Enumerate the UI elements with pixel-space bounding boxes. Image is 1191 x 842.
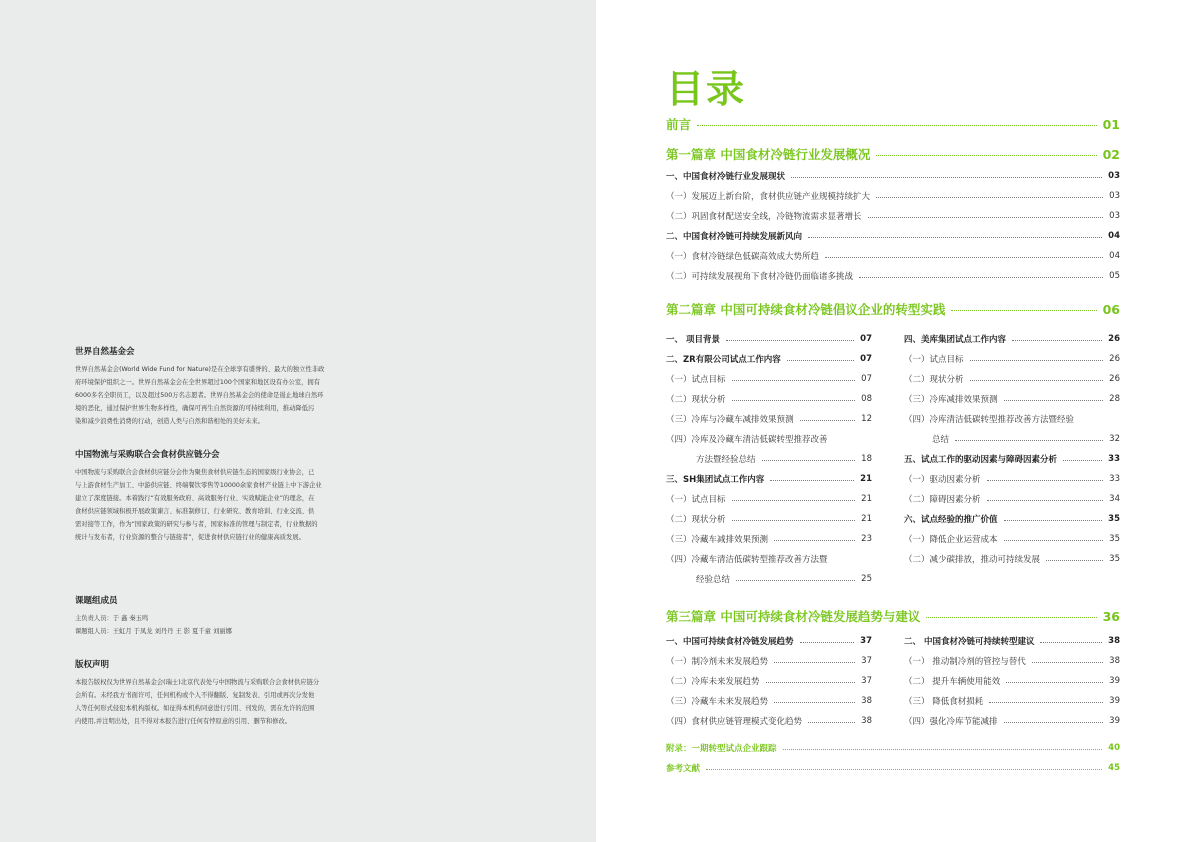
toc-label: （二）障碍因素分析	[904, 495, 981, 505]
toc-label: 一、 项目背景	[666, 335, 720, 345]
leader-dots	[926, 617, 1096, 618]
toc-entry[interactable]	[904, 473, 1120, 485]
toc-entry[interactable]	[904, 553, 1120, 565]
toc-page: 40	[1108, 743, 1120, 753]
toc-page: 01	[1102, 116, 1120, 132]
wwf-line: 世界自然基金会(World Wide Fund for Nature)是在全球享有盛誉的、最大的独立性非政	[75, 366, 325, 373]
wwf-line: 6000多名全职员工，以及超过500万名志愿者。世界自然基金会的使命是遏止地球自然环	[75, 392, 324, 399]
toc-entry[interactable]	[666, 393, 872, 405]
toc-appendix[interactable]	[666, 742, 1120, 754]
toc-label: （二）可持续发展视角下食材冷链仍面临诸多挑战	[666, 272, 854, 282]
toc-label: （一）驱动因素分析	[904, 475, 981, 485]
wwf-line: 府环境保护组织之一。世界自然基金会在全世界超过100个国家和地区设有办公室，拥有	[75, 379, 321, 386]
toc-entry[interactable]	[666, 513, 872, 525]
toc-label: 第三篇章 中国可持续食材冷链发展趋势与建议	[666, 609, 921, 624]
copyright-line: 人等任何形式侵犯本机构版权。如征得本机构同意进行引用、刊发的，需在允许的范围	[75, 705, 315, 712]
toc-entry[interactable]	[904, 533, 1120, 545]
toc-label: （四）冷库清洁低碳转型推荐改善方法暨经验	[904, 415, 1075, 425]
toc-page: 33	[1109, 474, 1120, 484]
toc-entry[interactable]	[666, 210, 1120, 222]
leader-dots	[1004, 722, 1104, 723]
toc-page: 36	[1102, 608, 1120, 624]
leader-dots	[970, 360, 1104, 361]
toc-entry[interactable]	[666, 533, 872, 545]
team-members: 课题组人员：王虹月 于凤龙 刘丹丹 王 影 夏千童 刘丽娜	[75, 628, 232, 635]
toc-entry[interactable]	[904, 453, 1120, 465]
toc-page: 38	[861, 716, 872, 726]
leader-dots	[876, 155, 1096, 156]
toc-entry[interactable]	[904, 413, 1120, 425]
toc-page: 07	[860, 354, 872, 364]
toc-label: （二）冷库未来发展趋势	[666, 677, 760, 687]
toc-preface[interactable]	[666, 115, 1120, 133]
toc-page: 35	[1108, 514, 1120, 524]
leader-dots	[987, 480, 1104, 481]
wwf-text	[75, 363, 395, 428]
cflp-line: 统计与发布者，行业资源的整合与链接者”，促进食材供应链行业的健康高质发展。	[75, 534, 305, 541]
toc-label: 四、美库集团试点工作内容	[904, 335, 1007, 345]
toc-entry[interactable]	[666, 655, 872, 667]
toc-label: （一）试点目标	[666, 495, 726, 505]
toc-page: 21	[861, 494, 872, 504]
cflp-section	[75, 448, 395, 544]
toc-entry[interactable]	[666, 333, 872, 345]
toc-label: 一、中国食材冷链行业发展现状	[666, 172, 786, 182]
toc-label: 第一篇章 中国食材冷链行业发展概况	[666, 147, 871, 162]
toc-label: （二）现状分析	[666, 395, 726, 405]
cflp-text	[75, 466, 395, 544]
leader-dots	[732, 500, 856, 501]
toc-entry[interactable]	[666, 675, 872, 687]
toc-label: （一）试点目标	[666, 375, 726, 385]
toc-label: 一、中国可持续食材冷链发展趋势	[666, 637, 794, 647]
leader-dots	[762, 460, 856, 461]
toc-page: 38	[1108, 636, 1120, 646]
toc-label: （四）冷藏车清洁低碳转型推荐改善方法暨	[666, 555, 828, 565]
toc-entry[interactable]	[904, 493, 1120, 505]
toc-page: 07	[861, 374, 872, 384]
toc-entry-continued[interactable]	[696, 453, 872, 465]
team-title: 课题组成员	[75, 596, 118, 606]
leader-dots	[1012, 340, 1102, 341]
toc-entry[interactable]	[666, 170, 1120, 182]
leader-dots	[1004, 400, 1104, 401]
leader-dots	[987, 500, 1104, 501]
wwf-section	[75, 345, 395, 428]
leader-dots	[774, 540, 855, 541]
toc-entry[interactable]	[666, 230, 1120, 242]
toc-entry[interactable]	[904, 675, 1120, 687]
leader-dots	[868, 217, 1104, 218]
toc-page: 21	[861, 514, 872, 524]
toc-page: 45	[1108, 763, 1120, 773]
toc-page: 08	[861, 394, 872, 404]
leader-dots	[859, 277, 1103, 278]
leader-dots	[697, 125, 1097, 126]
toc-entry[interactable]	[904, 695, 1120, 707]
toc-label: （四）食材供应链管理模式变化趋势	[666, 717, 803, 727]
leader-dots	[1006, 682, 1103, 683]
toc-label: （一）制冷剂未来发展趋势	[666, 657, 769, 667]
leader-dots	[1040, 642, 1102, 643]
toc-label: （三）冷藏车减排效果预测	[666, 535, 769, 545]
toc-entry[interactable]	[904, 635, 1120, 647]
toc-label: 二、中国食材冷链可持续发展新风向	[666, 232, 803, 242]
toc-label: （四）冷库及冷藏车清洁低碳转型推荐改善	[666, 435, 828, 445]
toc-label: （二）现状分析	[666, 515, 726, 525]
toc-label: （四）强化冷库节能减排	[904, 717, 998, 727]
toc-entry[interactable]	[666, 413, 872, 425]
copyright-line: 本报告版权仅为世界自然基金会(瑞士)北京代表处与中国物流与采购联合会食材供应链分	[75, 679, 320, 686]
leader-dots	[774, 662, 855, 663]
leader-dots	[955, 440, 1103, 441]
toc-entry[interactable]	[904, 715, 1120, 727]
leader-dots	[774, 702, 855, 703]
copyright-title: 版权声明	[75, 660, 110, 670]
leader-dots	[726, 340, 854, 341]
toc-page: 37	[860, 636, 872, 646]
toc-label: 前言	[666, 117, 692, 132]
toc-label: 五、试点工作的驱动因素与障碍因素分析	[904, 455, 1058, 465]
toc-page: 26	[1108, 334, 1120, 344]
toc-page: 26	[1109, 354, 1120, 364]
toc-label: 经验总结	[696, 575, 731, 585]
toc-page: 25	[861, 574, 872, 584]
toc-label: 二、ZR有限公司试点工作内容	[666, 355, 781, 365]
wwf-line: 染和减少浪费性消费的行动，创造人类与自然和谐相处的美好未来。	[75, 418, 264, 425]
toc-entry-continued[interactable]	[696, 573, 872, 585]
toc-chapter-2[interactable]	[666, 300, 1120, 318]
toc-label: （一）食材冷链绿色低碳高效成大势所趋	[666, 252, 820, 262]
toc-entry[interactable]	[666, 493, 872, 505]
toc-label: 总结	[932, 435, 950, 445]
leader-dots	[800, 642, 855, 643]
toc-page: 04	[1109, 251, 1120, 261]
toc-entry[interactable]	[904, 393, 1120, 405]
toc-page: 38	[861, 696, 872, 706]
toc-page: 03	[1109, 191, 1120, 201]
team-text	[75, 612, 395, 638]
toc-label: （二）减少碳排放，推动可持续发展	[904, 555, 1041, 565]
wwf-line: 境的恶化，通过保护世界生物多样性，确保可再生自然资源的可持续利用，推动降低污	[75, 405, 315, 412]
copyright-section	[75, 658, 395, 728]
leader-dots	[1004, 540, 1104, 541]
toc-page: 32	[1109, 434, 1120, 444]
leader-dots	[951, 310, 1096, 311]
toc-label: （二）巩固食材配送安全线，冷链物流需求显著增长	[666, 212, 862, 222]
toc-page: 21	[860, 474, 872, 484]
toc-page: 33	[1108, 454, 1120, 464]
toc-page: 39	[1109, 676, 1120, 686]
leader-dots	[800, 420, 856, 421]
toc-label: 六、试点经验的推广价值	[904, 515, 998, 525]
leader-dots	[736, 580, 855, 581]
toc-page: 12	[861, 414, 872, 424]
toc-page: 18	[861, 454, 872, 464]
toc-label: 附录：一期转型试点企业跟踪	[666, 744, 777, 754]
leader-dots	[1032, 662, 1103, 663]
toc-page: 28	[1109, 394, 1120, 404]
toc-page: 37	[861, 676, 872, 686]
leader-dots	[770, 480, 854, 481]
leader-dots	[732, 520, 856, 521]
leader-dots	[766, 682, 856, 683]
toc-label: （一） 推动制冷剂的管控与替代	[904, 657, 1026, 667]
toc-label: （三） 降低食材损耗	[904, 697, 984, 707]
toc-entry[interactable]	[666, 695, 872, 707]
toc-page: 02	[1102, 146, 1120, 162]
toc-label: （二）现状分析	[904, 375, 964, 385]
leader-dots	[825, 257, 1103, 258]
toc-entry[interactable]	[904, 333, 1120, 345]
toc-entry[interactable]	[904, 655, 1120, 667]
toc-chapter-1[interactable]	[666, 145, 1120, 163]
cflp-line: 与上游食材生产加工、中游供应链、终端餐饮零售等10000余家食材产业链上中下游企业	[75, 482, 322, 489]
toc-entry[interactable]	[666, 250, 1120, 262]
leader-dots	[732, 400, 856, 401]
toc-entry-continued[interactable]	[932, 433, 1120, 445]
toc-label: （二） 提升车辆使用能效	[904, 677, 1001, 687]
toc-entry[interactable]	[666, 433, 872, 445]
toc-entry[interactable]	[666, 635, 872, 647]
leader-dots	[989, 702, 1103, 703]
toc-label: （三）冷库与冷藏车减排效果预测	[666, 415, 794, 425]
leader-dots	[970, 380, 1104, 381]
toc-title: 目录	[666, 67, 747, 111]
toc-page: 03	[1108, 171, 1120, 181]
cflp-line: 需对接等工作，作为“国家政策的研究与参与者，国家标准的管理与制定者，行业数据的	[75, 521, 318, 528]
leader-dots	[732, 380, 856, 381]
cflp-title: 中国物流与采购联合会食材供应链分会	[75, 450, 220, 460]
toc-label: 第二篇章 中国可持续食材冷链倡议企业的转型实践	[666, 302, 946, 317]
toc-entry[interactable]	[666, 715, 872, 727]
team-lead: 主负责人员：于 鑫 秦玉鸣	[75, 615, 149, 622]
toc-entry[interactable]	[904, 353, 1120, 365]
toc-entry[interactable]	[666, 190, 1120, 202]
toc-entry[interactable]	[666, 373, 872, 385]
toc-page: 39	[1109, 716, 1120, 726]
toc-page: 38	[1109, 656, 1120, 666]
toc-chapter-3[interactable]	[666, 607, 1120, 625]
team-section	[75, 594, 395, 638]
cflp-line: 建立了深度链接。本着践行“有效服务政府、高效服务行业、实效赋能企业”的理念，在	[75, 495, 315, 502]
leader-dots	[808, 722, 855, 723]
toc-page: 23	[861, 534, 872, 544]
toc-entry[interactable]	[904, 373, 1120, 385]
leader-dots	[876, 197, 1103, 198]
copyright-text	[75, 676, 395, 728]
toc-entry[interactable]	[904, 513, 1120, 525]
toc-label: 参考文献	[666, 764, 701, 774]
toc-label: （三）冷藏车未来发展趋势	[666, 697, 769, 707]
copyright-line: 内使用,并注明出处，且不得对本报告进行任何有悖原意的引用、删节和修改。	[75, 718, 292, 725]
leader-dots	[1004, 520, 1103, 521]
toc-label: 三、SH集团试点工作内容	[666, 475, 765, 485]
toc-label: （一）试点目标	[904, 355, 964, 365]
toc-label: （一）降低企业运营成本	[904, 535, 998, 545]
toc-label: （一）发展迈上新台阶，食材供应链产业规模持续扩大	[666, 192, 871, 202]
toc-label: 方法暨经验总结	[696, 455, 756, 465]
toc-page: 26	[1109, 374, 1120, 384]
toc-page: 39	[1109, 696, 1120, 706]
copyright-line: 会所有。未经我方书面许可，任何机构或个人不得翻版、复制发表、引用或再次分发他	[75, 692, 315, 699]
toc-page: 06	[1102, 301, 1120, 317]
toc-page: 04	[1108, 231, 1120, 241]
cflp-line: 食材供应链领域积极开展政策谏言、标准制修订、行业研究、教育培训、行业交流、供	[75, 508, 315, 515]
leader-dots	[1046, 560, 1103, 561]
toc-page: 35	[1109, 554, 1120, 564]
toc-page: 37	[861, 656, 872, 666]
leader-dots	[787, 360, 854, 361]
toc-page: 35	[1109, 534, 1120, 544]
toc-entry[interactable]	[666, 270, 1120, 282]
toc-label: （三）冷库减排效果预测	[904, 395, 998, 405]
leader-dots	[808, 237, 1102, 238]
toc-entry[interactable]	[666, 553, 872, 565]
toc-entry[interactable]	[666, 473, 872, 485]
toc-references[interactable]	[666, 762, 1120, 774]
wwf-title: 世界自然基金会	[75, 347, 135, 357]
toc-page: 03	[1109, 211, 1120, 221]
toc-page: 34	[1109, 494, 1120, 504]
leader-dots	[706, 769, 1102, 770]
toc-page: 05	[1109, 271, 1120, 281]
cflp-line: 中国物流与采购联合会食材供应链分会作为聚焦食材供应链生态的国家级行业协会，已	[75, 469, 315, 476]
toc-page: 07	[860, 334, 872, 344]
leader-dots	[1063, 460, 1102, 461]
toc-label: 二、 中国食材冷链可持续转型建议	[904, 637, 1035, 647]
leader-dots	[791, 177, 1102, 178]
leader-dots	[783, 749, 1103, 750]
toc-entry[interactable]	[666, 353, 872, 365]
